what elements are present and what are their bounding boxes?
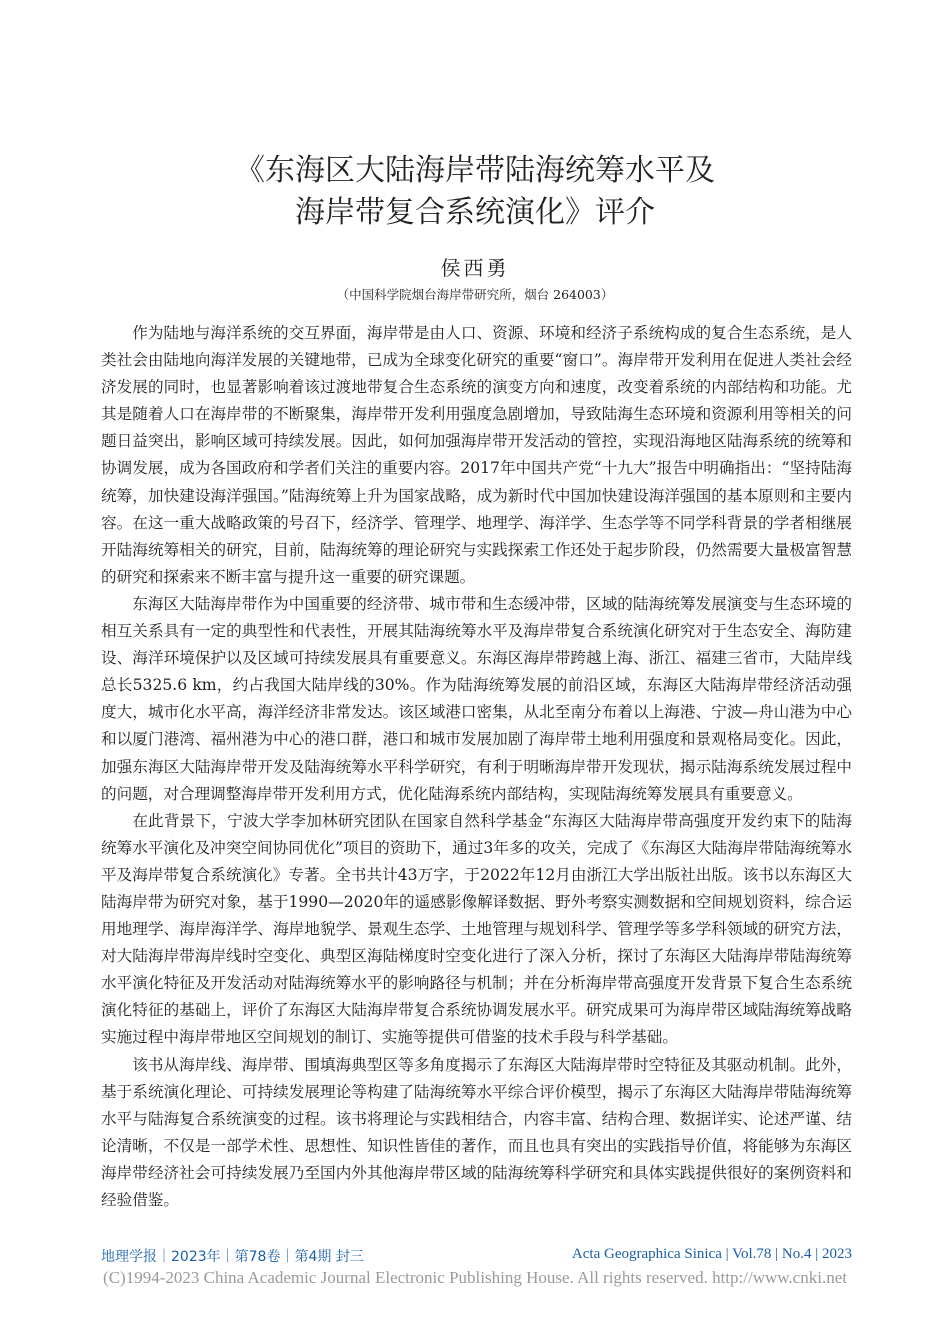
article-body	[101, 320, 852, 1214]
article-title-line-2: 海岸带复合系统演化》评介	[295, 195, 655, 230]
body-paragraph: 东海区大陆海岸带作为中国重要的经济带、城市带和生态缓冲带，区域的陆海统筹发展演变与生态环境的相互关系具有一定的典型性和代表性，开展其陆海统筹水平及海岸带复合系统演化研究对于生态安全、海防建设、海洋环境保护以及区域可持续发展具有重要意义。东海区海岸带跨越上海、浙江、福建三省市，大陆岸线总长5325.6 km，约占我国大陆岸线的30%。作为陆海统筹发展的前沿区域，东海区大陆海岸带经济活动强度大，城市化水平高，海洋经济非常发达。该区域港口密集，从北至南分布着以上海港、宁波—舟山港为中心和以厦门港湾、福州港为中心的港口群，港口和城市发展加剧了海岸带土地利用强度和景观格局变化。因此，加强东海区大陆海岸带开发及陆海统筹水平科学研究，有利于明晰海岸带开发现状，揭示陆海系统发展过程中的问题，对合理调整海岸带开发利用方式，优化陆海系统内部结构，实现陆海统筹发展具有重要意义。	[101, 594, 852, 803]
author-name: 侯西勇	[440, 256, 510, 280]
body-paragraph: 作为陆地与海洋系统的交互界面，海岸带是由人口、资源、环境和经济子系统构成的复合生态系统，是人类社会由陆地向海洋发展的关键地带，已成为全球变化研究的重要“窗口”。海岸带开发利用在促进人类社会经济发展的同时，也显著影响着该过渡地带复合生态系统的演变方向和速度，改变着系统的内部结构和功能。尤其是随着人口在海岸带的不断聚集，海岸带开发利用强度急剧增加，导致陆海生态环境和资源利用等相关的问题日益突出，影响区域可持续发展。因此，如何加强海岸带开发活动的管控，实现沿海地区陆海系统的统筹和协调发展，成为各国政府和学者们关注的重要内容。2017年中国共产党“十九大”报告中明确指出：“坚持陆海统筹，加快建设海洋强国。”陆海统筹上升为国家战略，成为新时代中国加快建设海洋强国的基本原则和主要内容。在这一重大战略政策的号召下，经济学、管理学、地理学、海洋学、生态学等不同学科背景的学者相继展开陆海统筹相关的研究，目前，陆海统筹的理论研究与实践探索工作还处于起步阶段，仍然需要大量极富智慧的研究和探索来不断丰富与提升这一重要的研究课题。	[101, 324, 852, 586]
journal-footer-chinese: 地理学报｜2023年｜第78卷｜第4期 封三	[101, 1249, 364, 1265]
article-title-line-1: 《东海区大陆海岸带陆海统筹水平及	[235, 153, 715, 188]
body-paragraph: 该书从海岸线、海岸带、围填海典型区等多角度揭示了东海区大陆海岸带时空特征及其驱动机制。此外，基于系统演化理论、可持续发展理论等构建了陆海统筹水平综合评价模型，揭示了东海区大陆海岸带陆海统筹水平与陆海复合系统演变的过程。该书将理论与实践相结合，内容丰富、结构合理、数据详实、论述严谨、结论清晰，不仅是一部学术性、思想性、知识性皆佳的著作，而且也具有突出的实践指导价值，将能够为东海区海岸带经济社会可持续发展乃至国内外其他海岸带区域的陆海统筹科学研究和具体实践提供很好的案例资料和经验借鉴。	[101, 1055, 852, 1209]
body-paragraph: 在此背景下，宁波大学李加林研究团队在国家自然科学基金“东海区大陆海岸带高强度开发约束下的陆海统筹水平演化及冲突空间协同优化”项目的资助下，通过3年多的攻关，完成了《东海区大陆海岸带陆海统筹水平及海岸带复合系统演化》专著。全书共计43万字，于2022年12月由浙江大学出版社出版。该书以东海区大陆海岸带为研究对象，基于1990—2020年的遥感影像解译数据、野外考察实测数据和空间规划资料，综合运用地理学、海岸海洋学、海岸地貌学、景观生态学、土地管理与规划科学、管理学等多学科领域的研究方法，对大陆海岸带海岸线时空变化、典型区海陆梯度时空变化进行了深入分析，探讨了东海区大陆海岸带陆海统筹水平演化特征及开发活动对陆海统筹水平的影响路径与机制；并在分析海岸带高强度开发背景下复合生态系统演化特征的基础上，评价了东海区大陆海岸带复合系统协调发展水平。研究成果可为海岸带区域陆海统筹战略实施过程中海岸带地区空间规划的制订、实施等提供可借鉴的技术手段与科学基础。	[101, 811, 852, 1047]
copyright-watermark: (C)1994-2023 China Academic Journal Electronic Publishing House. All rights reserved. http://www.cnki.net	[103, 1268, 847, 1287]
author-affiliation: （中国科学院烟台海岸带研究所，烟台 264003）	[336, 287, 614, 302]
journal-footer-english: Acta Geographica Sinica | Vol.78 | No.4 | 2023	[571, 1246, 852, 1262]
